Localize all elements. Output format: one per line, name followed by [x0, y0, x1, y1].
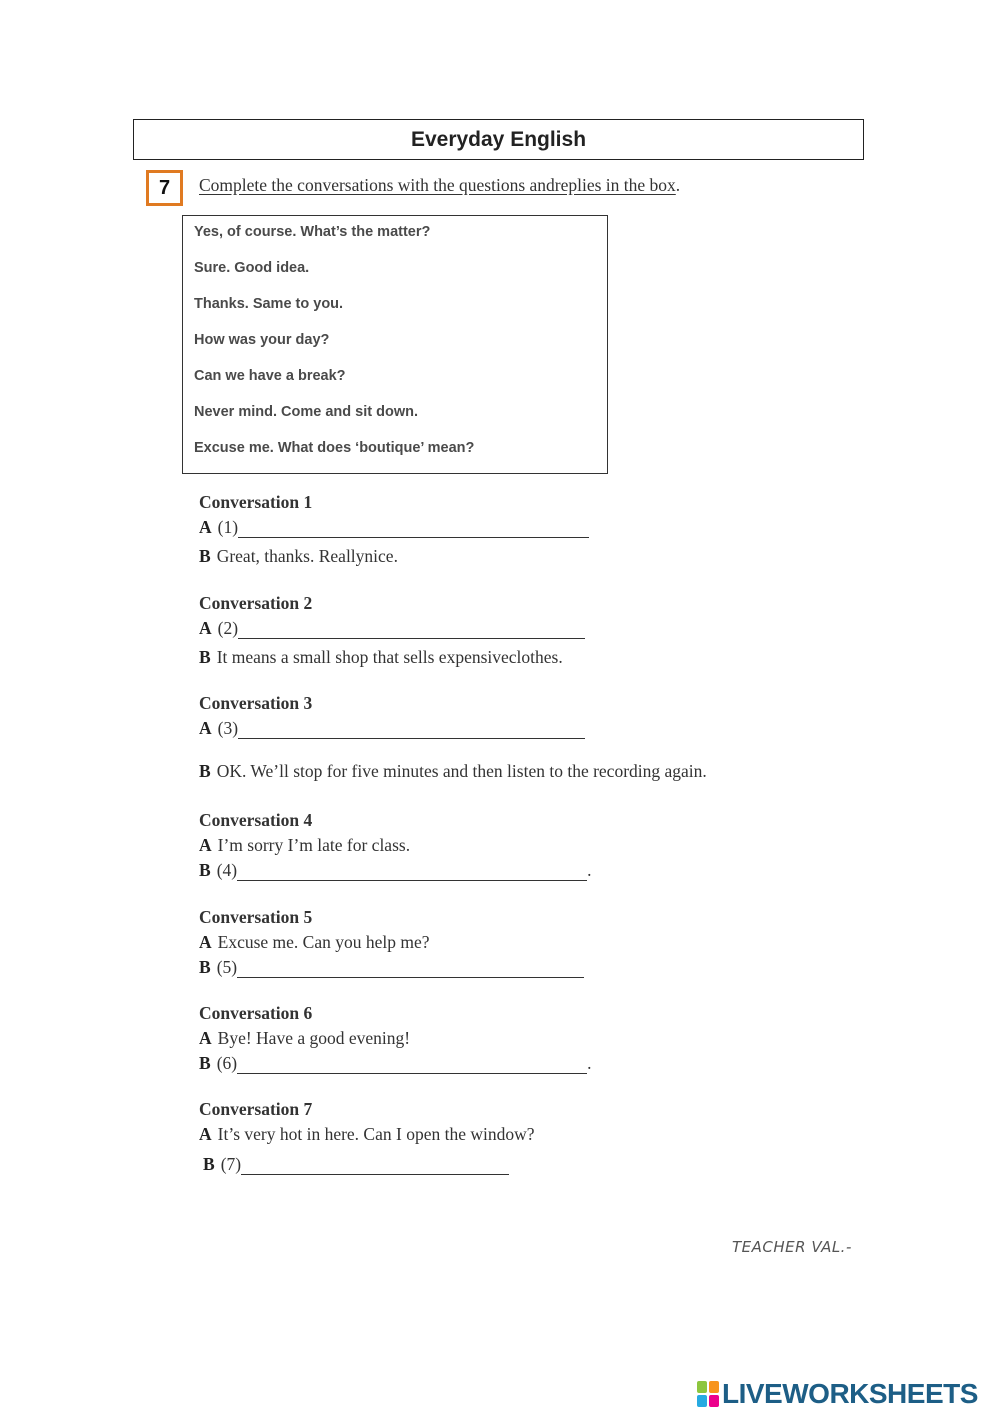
prompt-text: I’m sorry I’m late for class.: [217, 835, 411, 855]
option-1: Yes, of course. What’s the matter?: [194, 224, 431, 240]
logo-icon: [697, 1381, 719, 1407]
answer-blank-7[interactable]: [241, 1156, 509, 1175]
option-6: Never mind. Come and sit down.: [194, 404, 418, 420]
option-2: Sure. Good idea.: [194, 260, 310, 276]
instruction-text: Complete the conversations with the questions andreplies in the box: [199, 175, 676, 195]
line-end-period: .: [587, 1053, 592, 1073]
speaker-label: A: [199, 618, 212, 638]
blank-number: (5): [216, 957, 238, 977]
answer-options-box: [182, 215, 608, 474]
logo-square-blue: [697, 1395, 707, 1407]
conversation-3: [199, 693, 707, 782]
conversation-line-b: [199, 856, 591, 881]
teacher-signature: TEACHER VAL.-: [732, 1238, 852, 1256]
conversation-1: [199, 492, 589, 567]
reply-text: It means a small shop that sells expensiveclothes.: [216, 647, 563, 667]
conversation-line-a: [199, 714, 707, 739]
answer-blank-2[interactable]: [238, 620, 585, 639]
option-7: Excuse me. What does ‘boutique’ mean?: [194, 440, 475, 456]
option-4: How was your day?: [194, 332, 330, 348]
conversation-title: Conversation 6: [199, 1003, 313, 1023]
page-title: Everyday English: [133, 119, 864, 160]
speaker-label: A: [199, 718, 212, 738]
logo-text: LIVEWORKSHEETS: [722, 1378, 978, 1409]
conversation-title: Conversation 4: [199, 810, 313, 830]
logo-square-green: [697, 1381, 707, 1393]
conversation-4: [199, 810, 591, 881]
speaker-label: B: [199, 761, 211, 781]
option-3: Thanks. Same to you.: [194, 296, 344, 312]
speaker-label: B: [199, 546, 211, 566]
conversation-line-b: [199, 542, 589, 567]
liveworksheets-logo[interactable]: [697, 1378, 978, 1410]
conversation-line-a: [199, 1120, 535, 1145]
conversation-line-b: [199, 643, 585, 668]
speaker-label: A: [199, 1124, 212, 1144]
blank-number: (6): [216, 1053, 238, 1073]
answer-blank-6[interactable]: [237, 1055, 587, 1074]
conversation-title: Conversation 1: [199, 492, 313, 512]
prompt-text: It’s very hot in here. Can I open the window?: [217, 1124, 535, 1144]
answer-blank-5[interactable]: [237, 959, 584, 978]
prompt-text: Excuse me. Can you help me?: [217, 932, 430, 952]
blank-number: (7): [220, 1154, 242, 1174]
conversation-5: [199, 907, 584, 978]
speaker-label: A: [199, 932, 212, 952]
blank-number: (1): [217, 517, 239, 537]
logo-square-pink: [709, 1395, 719, 1407]
conversation-line-a: [199, 928, 584, 953]
conversation-line-a: [199, 614, 585, 639]
conversation-2: [199, 593, 585, 668]
exercise-instruction: [199, 175, 680, 196]
blank-number: (4): [216, 860, 238, 880]
answer-blank-4[interactable]: [237, 862, 587, 881]
conversation-7: [199, 1099, 535, 1175]
speaker-label: B: [199, 860, 211, 880]
speaker-label: B: [203, 1154, 215, 1174]
conversation-line-a: [199, 1024, 591, 1049]
speaker-label: A: [199, 835, 212, 855]
option-5: Can we have a break?: [194, 368, 346, 384]
exercise-number-badge: 7: [146, 170, 183, 206]
prompt-text: Bye! Have a good evening!: [217, 1028, 411, 1048]
speaker-label: B: [199, 957, 211, 977]
conversation-6: [199, 1003, 591, 1074]
speaker-label: B: [199, 1053, 211, 1073]
blank-number: (2): [217, 618, 239, 638]
conversation-title: Conversation 2: [199, 593, 313, 613]
reply-text: Great, thanks. Reallynice.: [216, 546, 398, 566]
reply-text: OK. We’ll stop for five minutes and then listen to the recording again.: [216, 761, 707, 781]
conversation-title: Conversation 5: [199, 907, 313, 927]
blank-number: (3): [217, 718, 239, 738]
instruction-period: .: [675, 175, 681, 195]
speaker-label: A: [199, 517, 212, 537]
conversation-title: Conversation 3: [199, 693, 313, 713]
speaker-label: B: [199, 647, 211, 667]
speaker-label: A: [199, 1028, 212, 1048]
conversation-line-a: [199, 513, 589, 538]
conversation-title: Conversation 7: [199, 1099, 313, 1119]
conversation-line-b: [199, 953, 584, 978]
conversation-line-b: [199, 1049, 591, 1074]
conversation-line-b: [199, 757, 707, 782]
conversation-line-a: [199, 831, 591, 856]
conversation-line-b: [199, 1150, 535, 1175]
answer-blank-1[interactable]: [238, 519, 589, 538]
line-end-period: .: [587, 860, 592, 880]
logo-square-orange: [709, 1381, 719, 1393]
answer-blank-3[interactable]: [238, 720, 585, 739]
